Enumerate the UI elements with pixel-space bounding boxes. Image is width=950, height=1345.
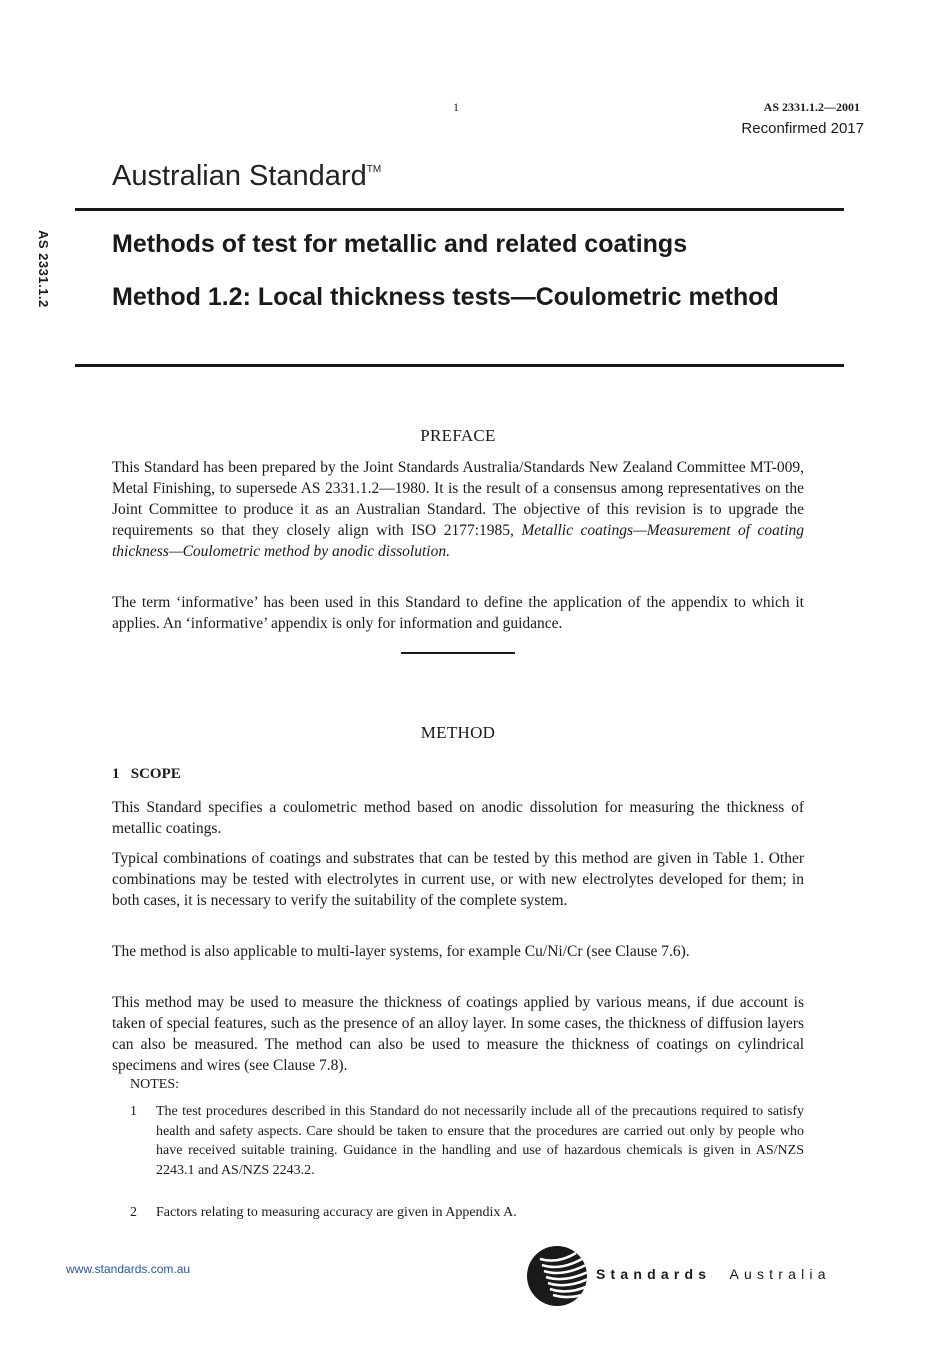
- side-document-code: AS 2331.1.2: [36, 230, 51, 308]
- logo-word-australia: Australia: [729, 1266, 831, 1282]
- preface-heading: PREFACE: [420, 426, 496, 445]
- note-item: [130, 1203, 804, 1223]
- scope-paragraph-1: This Standard specifies a coulometric method based on anodic dissolution for measuring the thickness of metallic coatings.: [112, 799, 804, 837]
- title-rule-bottom: [75, 364, 844, 367]
- note-text: The test procedures described in this Standard do not necessarily include all of the precautions required to satisfy health and safety aspects. Care should be taken to ensure that the procedures are carried out only by people who have received suitable training. Guidance in the handling and use of hazardous chemicals is given in AS/NZS 2243.1 and AS/NZS 2243.2.: [156, 1104, 804, 1178]
- standards-australia-wordmark: [596, 1266, 831, 1282]
- standard-type-title: [112, 160, 381, 193]
- standards-australia-logo-icon: [526, 1245, 588, 1307]
- reconfirmed-label: Reconfirmed 2017: [741, 120, 864, 137]
- note-number: 2: [130, 1205, 137, 1220]
- preface-paragraph-1-title: Metallic coatings—Measurement of coating thickness—Coulometric method by anodic dissolution.: [112, 522, 805, 560]
- note-number: 1: [130, 1104, 137, 1119]
- document-title: Methods of test for metallic and related coatings: [112, 230, 688, 258]
- note-text: Factors relating to measuring accuracy are given in Appendix A.: [156, 1205, 517, 1220]
- standard-type-text: Australian Standard: [112, 160, 367, 192]
- method-heading: METHOD: [420, 723, 496, 742]
- preface-paragraph-1-text: This Standard has been prepared by the Joint Standards Australia/Standards New Zealand Committee MT-009, Metal Finishing, to supersede AS 2331.1.2—1980. It is the result of a consensus among representatives on the Joint Committee to produce it as an Australian Standard. The objective of this revision is to upgrade the requirements so that they closely align with ISO 2177:1985,: [112, 459, 804, 539]
- method-title: Method 1.2: Local thickness tests—Coulometric method: [112, 283, 779, 311]
- document-code: AS 2331.1.2—2001: [763, 100, 860, 114]
- scope-paragraph-3: The method is also applicable to multi-layer systems, for example Cu/Ni/Cr (see Clause 7.6).: [112, 943, 690, 960]
- website-link[interactable]: www.standards.com.au: [66, 1262, 191, 1276]
- title-rule-top: [75, 208, 844, 211]
- preface-paragraph-2: The term ‘informative’ has been used in this Standard to define the application of the appendix to which it applies. An ‘informative’ appendix is only for information and guidance.: [112, 594, 804, 632]
- scope-paragraph-2: Typical combinations of coatings and substrates that can be tested by this method are given in Table 1. Other combinations may be tested with electrolytes in current use, or with new electrolytes developed for them; in both cases, it is necessary to verify the suitability of the complete system.: [112, 850, 804, 909]
- note-item: [130, 1102, 804, 1180]
- logo-word-standards: Standards: [596, 1266, 712, 1282]
- trademark-symbol: TM: [366, 164, 382, 175]
- page-number: 1: [453, 100, 459, 114]
- preface-paragraph-1: [112, 457, 804, 562]
- clause-heading-scope: [112, 766, 181, 783]
- clause-title: SCOPE: [130, 766, 181, 782]
- notes-label: NOTES:: [130, 1077, 179, 1092]
- clause-number: 1: [112, 766, 120, 782]
- scope-paragraph-4: This method may be used to measure the thickness of coatings applied by various means, if due account is taken of special features, such as the presence of an alloy layer. In some cases, the thickness of diffusion layers can also be measured. The method can also be used to measure the thickness of coatings on cylindrical specimens and wires (see Clause 7.8).: [112, 994, 804, 1074]
- preface-end-rule: [401, 652, 515, 654]
